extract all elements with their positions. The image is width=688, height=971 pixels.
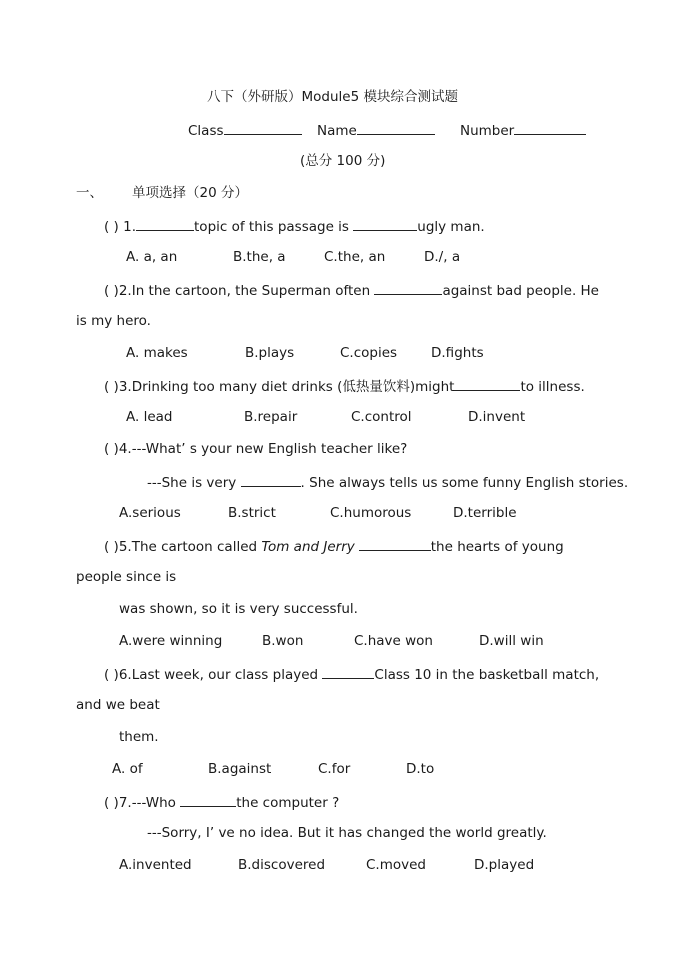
- question-4: [104, 440, 407, 458]
- cartoon-title: Tom and Jerry: [261, 539, 355, 555]
- class-field: [188, 120, 302, 140]
- answer-paren[interactable]: ( ): [104, 283, 119, 299]
- answer-blank[interactable]: [353, 216, 417, 231]
- question-6: [104, 664, 599, 684]
- option-d[interactable]: D.terrible: [453, 505, 517, 521]
- question-text: them.: [119, 729, 159, 745]
- question-text: 6.Last week, our class played: [118, 667, 323, 683]
- question-text: ---She is very: [147, 475, 241, 491]
- option-d[interactable]: D.fights: [431, 345, 484, 361]
- question-text: 3.Drinking too many diet drinks (低热量饮料)might: [118, 379, 455, 395]
- answer-paren[interactable]: ( ): [104, 539, 119, 555]
- total-score: (总分 100 分): [300, 153, 386, 169]
- question-3: [104, 376, 585, 396]
- option-a[interactable]: A. makes: [126, 345, 188, 361]
- question-7: [104, 792, 339, 812]
- option-c[interactable]: C.copies: [340, 345, 398, 361]
- name-field: [317, 120, 435, 140]
- question-text: 4.---What’ s your new English teacher like?: [118, 441, 408, 457]
- option-a[interactable]: A. a, an: [126, 249, 178, 265]
- option-d[interactable]: D./, a: [424, 249, 461, 265]
- question-text: 5.The cartoon called: [118, 539, 262, 555]
- option-a[interactable]: A. of: [112, 761, 143, 777]
- option-c[interactable]: C.for: [318, 761, 351, 777]
- question-text: the hearts of young: [430, 539, 564, 555]
- answer-blank[interactable]: [374, 280, 442, 295]
- option-a[interactable]: A. lead: [126, 409, 173, 425]
- question-text: to illness.: [520, 379, 585, 395]
- option-c[interactable]: C.moved: [366, 857, 426, 873]
- answer-paren[interactable]: ( ): [104, 795, 119, 811]
- question-text: and we beat: [76, 697, 160, 713]
- question-text: [147, 472, 628, 492]
- option-b[interactable]: B.against: [208, 761, 272, 777]
- question-text: ---Sorry, I’ ve no idea. But it has changed the world greatly.: [147, 825, 547, 841]
- answer-paren[interactable]: ( ): [104, 667, 119, 683]
- option-c[interactable]: C.humorous: [330, 505, 412, 521]
- name-blank[interactable]: [357, 120, 435, 135]
- answer-paren[interactable]: ( ): [104, 441, 119, 457]
- question-2: [104, 280, 599, 300]
- question-text: . She always tells us some funny English stories.: [300, 475, 629, 491]
- option-d[interactable]: D.will win: [479, 633, 544, 649]
- answer-paren[interactable]: ( ): [104, 219, 119, 235]
- answer-paren[interactable]: ( ): [104, 379, 119, 395]
- answer-blank[interactable]: [322, 664, 374, 679]
- question-text: topic of this passage is: [194, 219, 354, 235]
- question-text: Class 10 in the basketball match,: [374, 667, 600, 683]
- answer-blank[interactable]: [241, 472, 301, 487]
- option-b[interactable]: B.discovered: [238, 857, 326, 873]
- number-blank[interactable]: [514, 120, 586, 135]
- option-c[interactable]: C.the, an: [324, 249, 386, 265]
- option-d[interactable]: D.to: [406, 761, 435, 777]
- question-1: [104, 216, 485, 236]
- question-text: 1.: [123, 219, 137, 235]
- question-text: 2.In the cartoon, the Superman often: [118, 283, 375, 299]
- question-text: ugly man.: [417, 219, 485, 235]
- option-d[interactable]: D.played: [474, 857, 535, 873]
- option-a[interactable]: A.were winning: [119, 633, 223, 649]
- question-text: was shown, so it is very successful.: [119, 601, 358, 617]
- option-a[interactable]: A.invented: [119, 857, 192, 873]
- number-label: Number: [460, 123, 515, 139]
- question-text: against bad people. He: [442, 283, 599, 299]
- option-b[interactable]: B.the, a: [233, 249, 286, 265]
- option-b[interactable]: B.plays: [245, 345, 295, 361]
- option-b[interactable]: B.strict: [228, 505, 276, 521]
- option-c[interactable]: C.have won: [354, 633, 433, 649]
- answer-blank[interactable]: [359, 536, 431, 551]
- class-blank[interactable]: [224, 120, 302, 135]
- question-text: is my hero.: [76, 313, 151, 329]
- option-b[interactable]: B.won: [262, 633, 304, 649]
- number-field: [460, 120, 586, 140]
- name-label: Name: [317, 123, 357, 139]
- class-label: Class: [188, 123, 224, 139]
- answer-blank[interactable]: [180, 792, 236, 807]
- option-a[interactable]: A.serious: [119, 505, 181, 521]
- question-text: the computer ?: [236, 795, 340, 811]
- question-5: [104, 536, 564, 556]
- page-title: 八下（外研版）Module5 模块综合测试题: [207, 89, 458, 105]
- option-b[interactable]: B.repair: [244, 409, 298, 425]
- answer-blank[interactable]: [136, 216, 194, 231]
- option-d[interactable]: D.invent: [468, 409, 526, 425]
- answer-blank[interactable]: [454, 376, 520, 391]
- option-c[interactable]: C.control: [351, 409, 412, 425]
- section-number: 一、: [76, 185, 103, 201]
- question-text: 7.---Who: [118, 795, 181, 811]
- section-title: 单项选择（20 分）: [132, 185, 248, 201]
- question-text: people since is: [76, 569, 177, 585]
